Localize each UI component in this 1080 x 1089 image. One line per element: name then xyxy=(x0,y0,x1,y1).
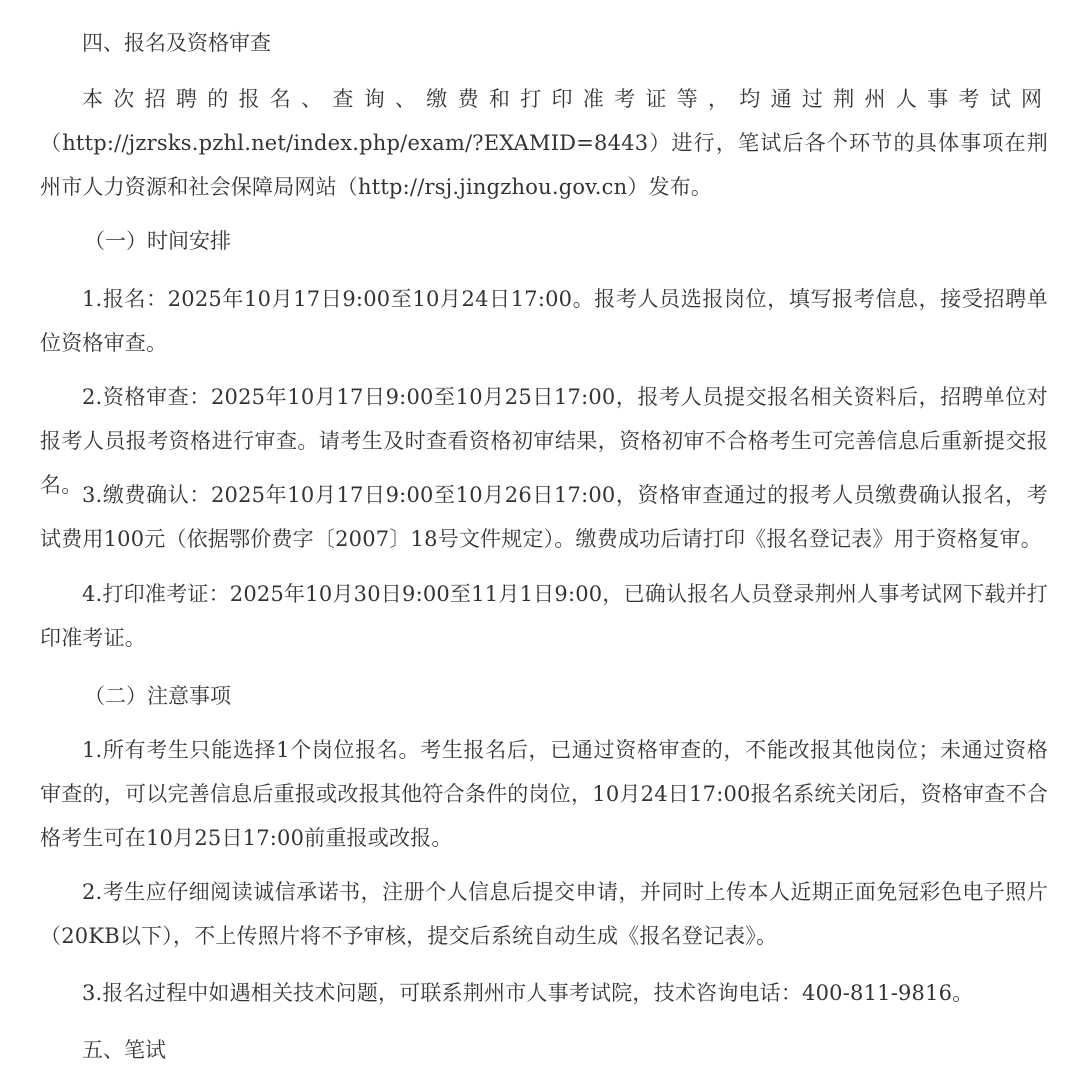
notes-item-2: 2.考生应仔细阅读诚信承诺书，注册个人信息后提交申请，并同时上传本人近期正面免冠彩色电子照片（20KB以下），不上传照片将不予审核，提交后系统自动生成《报名登记表》。 xyxy=(40,880,1048,948)
notes-item-1: 1.所有考生只能选择1个岗位报名。考生报名后，已通过资格审查的，不能改报其他岗位；未通过资格审查的，可以完善信息后重报或改报其他符合条件的岗位，10月24日17:00报名系统关闭后，资格审查不合格考生可在10月25日17:00前重报或改报。 xyxy=(40,738,1048,850)
schedule-item-3: 3.缴费确认：2025年10月17日9:00至10月26日17:00，资格审查通过的报考人员缴费确认报名，考试费用100元（依据鄂价费字〔2007〕18号文件规定）。缴费成功后请打印《报名登记表》用于资格复审。 xyxy=(40,483,1048,551)
section-four-title: 四、报名及资格审查 xyxy=(82,31,271,55)
notes-title: （二）注意事项 xyxy=(84,684,231,708)
section-four-intro-line1: 本次招聘的报名、查询、缴费和打印准考证等，均通过荆州人事考试网 xyxy=(82,87,1048,111)
schedule-item-2: 2.资格审查：2025年10月17日9:00至10月25日17:00，报考人员提交报名相关资料后，招聘单位对报考人员报考资格进行审查。请考生及时查看资格初审结果，资格初审不合格考生可完善信息后重新提交报名。 xyxy=(40,385,1048,497)
section-five-title: 五、笔试 xyxy=(82,1038,166,1062)
schedule-item-1: 1.报名：2025年10月17日9:00至10月24日17:00。报考人员选报岗位，填写报考信息，接受招聘单位资格审查。 xyxy=(40,287,1048,355)
schedule-title: （一）时间安排 xyxy=(84,229,231,253)
section-four-intro-rest: （http://jzrsks.pzhl.net/index.php/exam/?EXAMID=8443）进行，笔试后各个环节的具体事项在荆州市人力资源和社会保障局网站（http://rsj.jingzhou.gov.cn）发布。 xyxy=(40,131,1048,199)
schedule-item-4: 4.打印准考证：2025年10月30日9:00至11月1日9:00，已确认报名人员登录荆州人事考试网下载并打印准考证。 xyxy=(40,582,1048,650)
notes-item-3: 3.报名过程中如遇相关技术问题，可联系荆州市人事考试院，技术咨询电话：400-811-9816。 xyxy=(82,981,974,1005)
